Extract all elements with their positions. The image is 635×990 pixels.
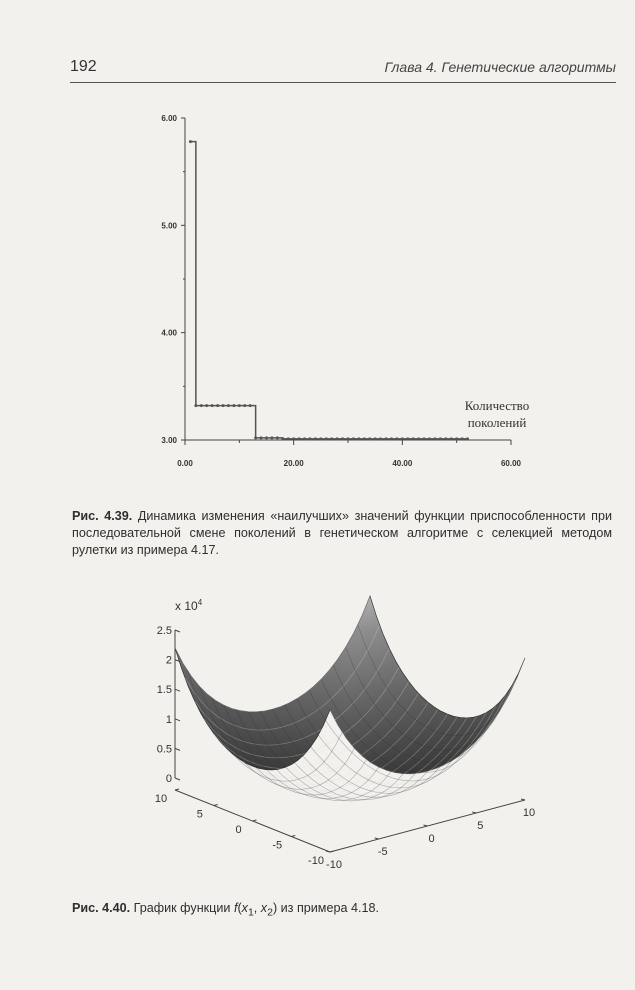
z-scale-label: x $10^4$ xyxy=(175,598,203,613)
chart-annotation-line2: поколений xyxy=(467,415,527,430)
caption-label: Рис. 4.40. xyxy=(72,901,131,915)
z-tick-label: 0.5 xyxy=(156,743,172,756)
z-tick-label: 1.5 xyxy=(156,684,172,697)
z-tick xyxy=(175,630,180,632)
z-tick-label: 2.5 xyxy=(156,625,172,637)
x-tick-label: -5 xyxy=(377,846,388,858)
chart-annotation-line1: Количество xyxy=(464,398,530,413)
y-tick xyxy=(214,805,218,806)
caption-label: Рис. 4.39. xyxy=(72,509,133,523)
y-tick-label: 5.00 xyxy=(161,221,177,231)
page-number: 192 xyxy=(70,58,97,75)
x-tick-label: 10 xyxy=(522,807,536,819)
y-tick-label: 10 xyxy=(154,793,168,805)
y-tick-label: 0 xyxy=(235,824,242,836)
z-tick-label: 1 xyxy=(165,713,172,726)
y-tick-label: 3.00 xyxy=(161,436,177,445)
caption-text: Динамика изменения «наилучших» значений функции приспособленности при последовательной смене поколений в генетическом алгоритме с селекцией методом рулетки из примера 4.17. xyxy=(72,509,612,557)
y-tick xyxy=(175,789,179,790)
x-tick-label: -10 xyxy=(326,859,342,871)
x-tick xyxy=(521,799,525,800)
x-tick xyxy=(424,825,428,826)
x-tick xyxy=(472,812,476,813)
y-tick-label: -5 xyxy=(272,839,283,852)
y-tick-label: 6.00 xyxy=(161,114,177,123)
y-tick xyxy=(330,851,334,852)
y-tick xyxy=(253,820,257,821)
y-tick-label: 5 xyxy=(196,808,203,821)
z-tick xyxy=(175,778,180,780)
y-tick xyxy=(291,836,295,837)
x-tick xyxy=(375,838,379,839)
x-tick xyxy=(326,851,330,852)
x-tick-label: 5 xyxy=(477,820,484,832)
y-tick-label: 4.00 xyxy=(161,328,177,338)
z-tick-label: 0 xyxy=(165,773,172,785)
y-tick-label: -10 xyxy=(308,855,324,867)
figure-caption-4-40: Рис. 4.40. График функции $f(x_1$, $x_2$) из примера 4.18. xyxy=(72,901,379,919)
surface-mesh-lines xyxy=(175,596,525,801)
z-tick xyxy=(175,689,180,691)
x-tick-label: 0.00 xyxy=(177,459,193,468)
z-tick xyxy=(175,748,180,750)
z-tick xyxy=(175,719,180,721)
x-tick-label: 20.00 xyxy=(283,459,304,468)
x-tick-label: 40.00 xyxy=(392,459,413,468)
chapter-title: Глава 4. Генетические алгоритмы xyxy=(384,59,616,75)
x-tick-label: 60.00 xyxy=(500,459,522,468)
z-tick-label: 2 xyxy=(165,654,172,667)
x-tick-label: 0 xyxy=(428,833,435,845)
